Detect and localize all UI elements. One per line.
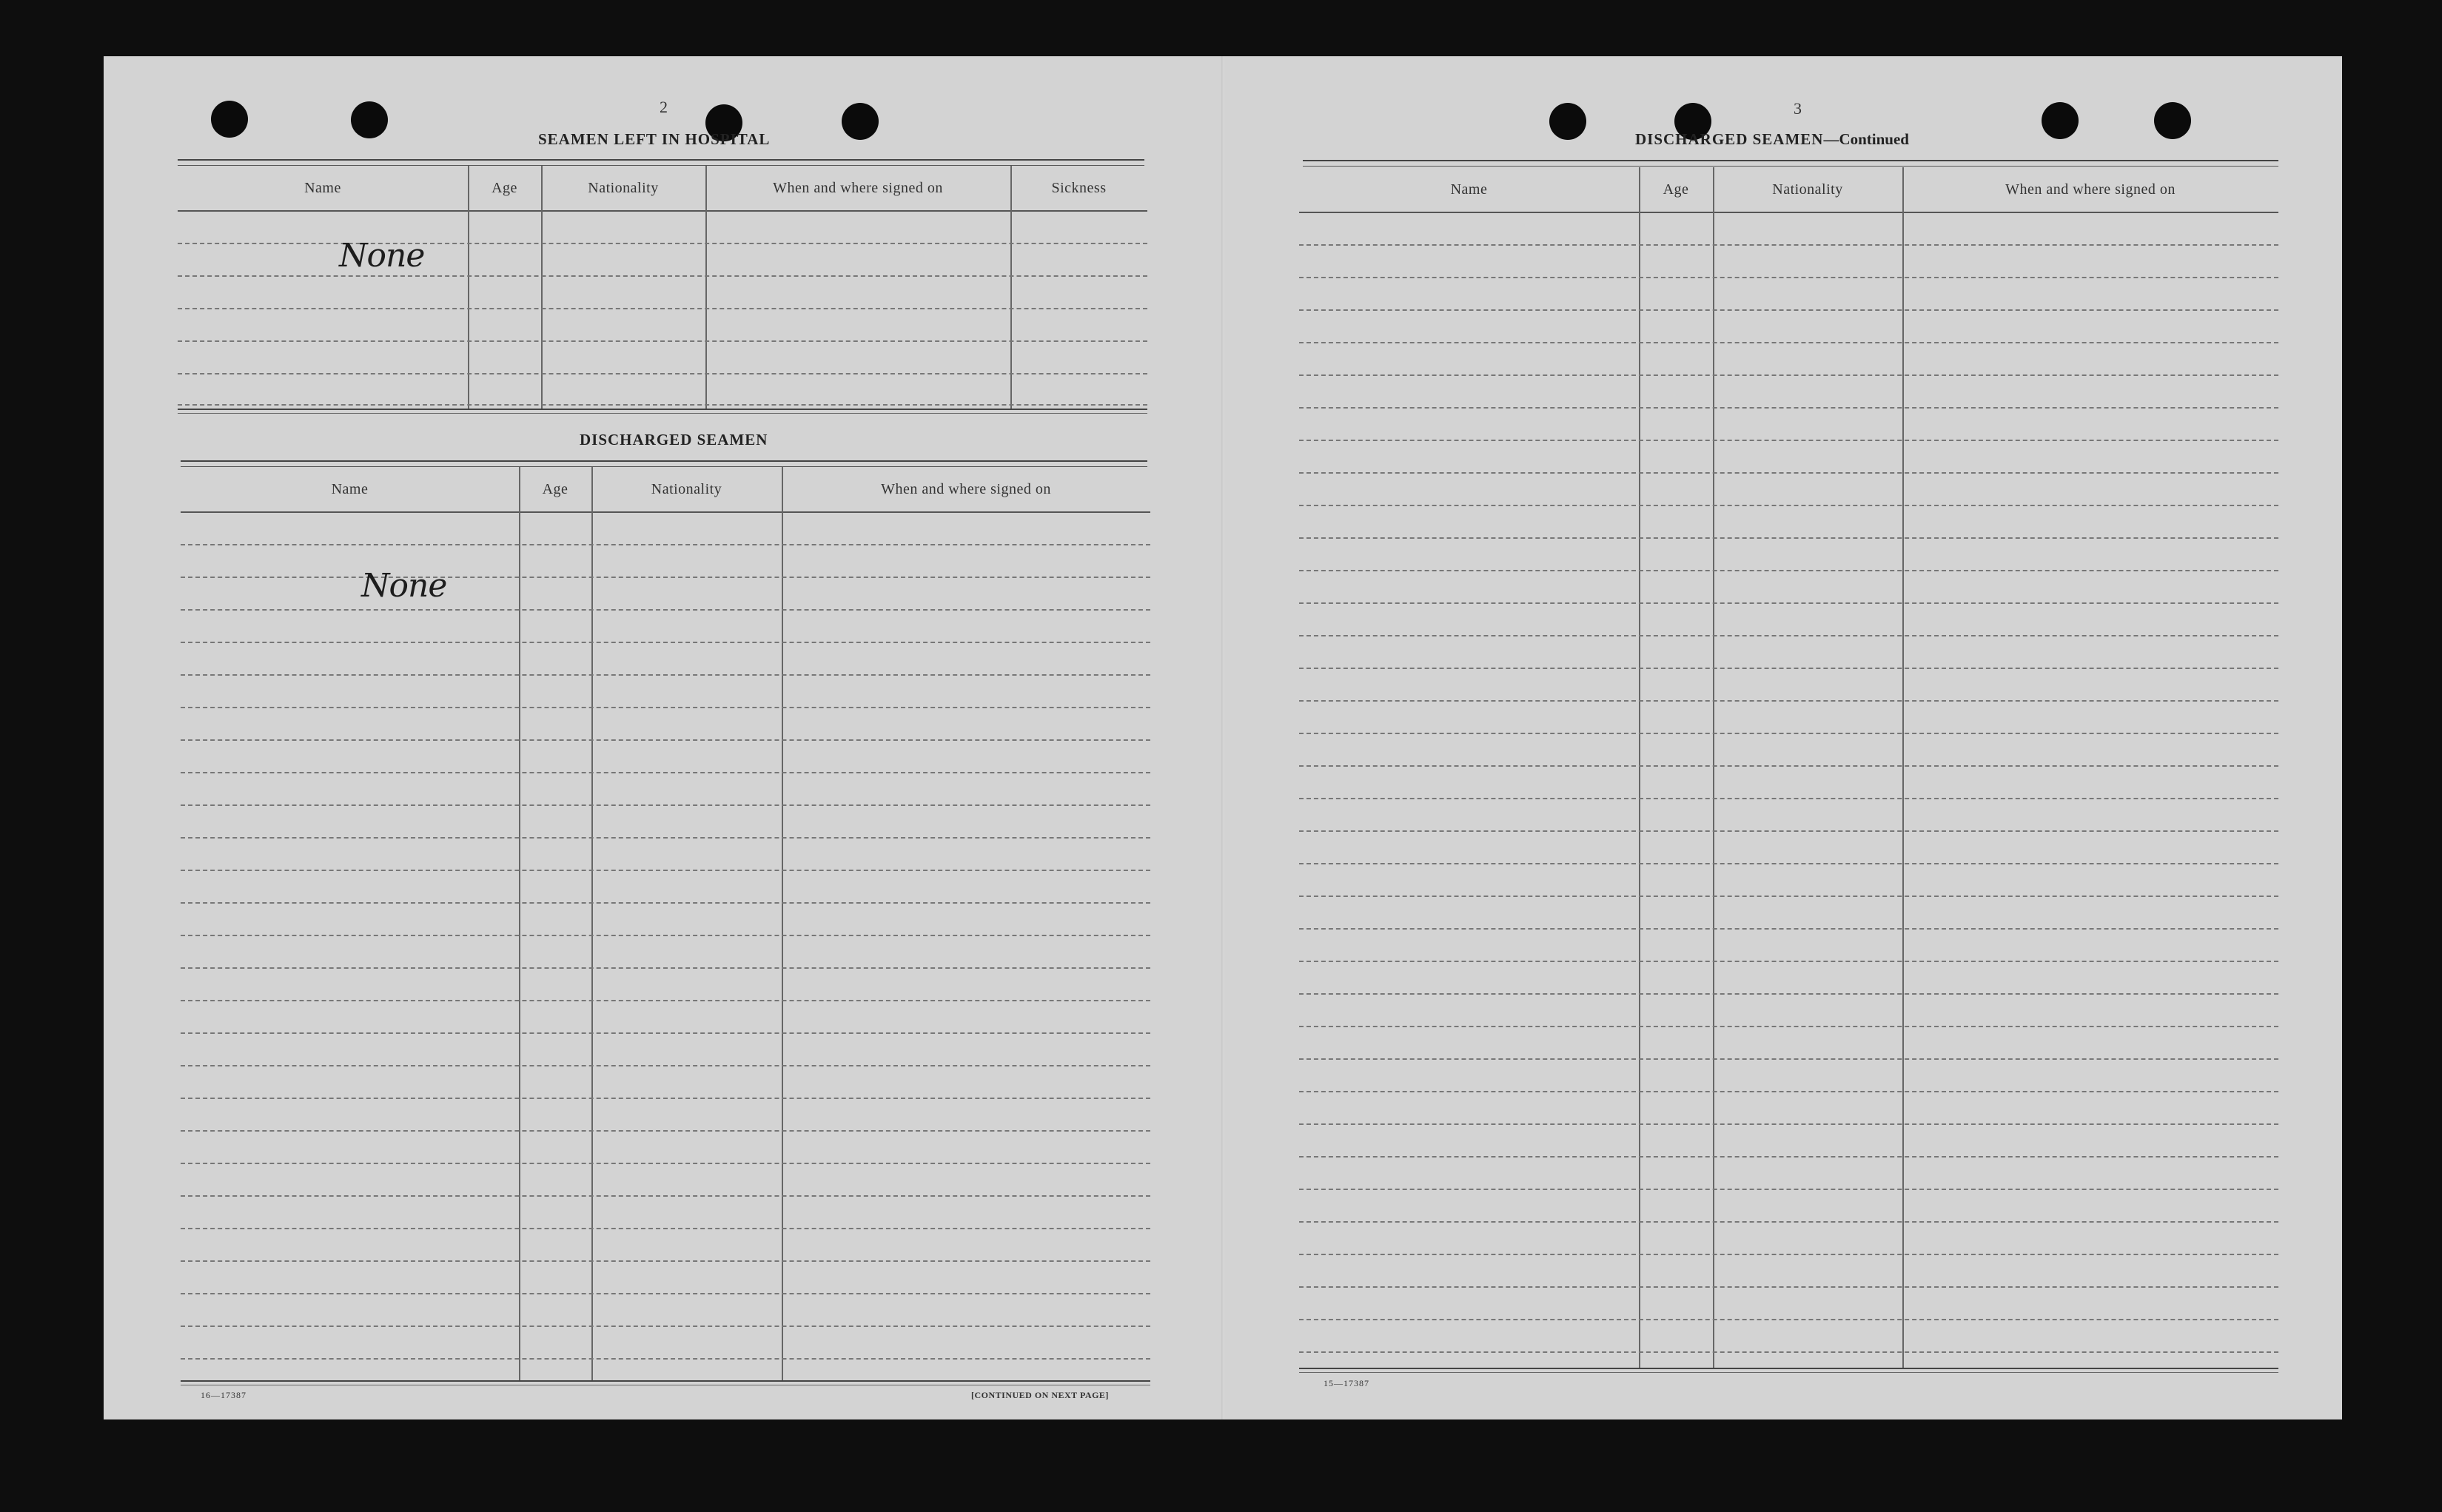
table-row — [181, 1260, 1150, 1262]
table-row — [1299, 407, 2278, 409]
col-divider — [519, 467, 520, 1382]
table-row — [181, 935, 1150, 936]
table-row — [181, 1325, 1150, 1327]
table-row — [1299, 830, 2278, 832]
table-row — [1299, 1026, 2278, 1027]
table-row — [181, 1130, 1150, 1132]
table-row — [178, 308, 1147, 309]
table-row — [1299, 602, 2278, 604]
table-row — [181, 1228, 1150, 1229]
table-row — [181, 642, 1150, 643]
col-divider — [591, 467, 593, 1382]
table-row — [1299, 374, 2278, 376]
hospital-title-rule — [178, 159, 1144, 166]
table-row — [181, 1163, 1150, 1164]
table-row — [1299, 1319, 2278, 1320]
col-header-nationality: Nationality — [651, 480, 722, 497]
table-row — [181, 609, 1150, 611]
table-row — [181, 804, 1150, 806]
form-number-right: 15—17387 — [1324, 1378, 1369, 1388]
table-row — [1299, 1123, 2278, 1125]
table-row — [1299, 928, 2278, 930]
col-header-name: Name — [304, 179, 341, 196]
table-row — [178, 275, 1147, 277]
table-row — [1299, 570, 2278, 571]
col-header-nationality: Nationality — [588, 179, 659, 196]
table-row — [181, 1195, 1150, 1197]
handwritten-entry: None — [339, 237, 425, 275]
document-sheet — [104, 56, 2342, 1419]
table-row — [1299, 1091, 2278, 1092]
table-row — [181, 577, 1150, 578]
table-row — [1299, 733, 2278, 734]
hospital-section-title: SEAMEN LEFT IN HOSPITAL — [538, 130, 771, 148]
table-row — [181, 1293, 1150, 1294]
table-row — [181, 739, 1150, 741]
table-row — [181, 1032, 1150, 1034]
table-row — [1299, 1189, 2278, 1190]
col-header-name: Name — [1450, 181, 1488, 198]
table-row — [181, 544, 1150, 545]
discharged-title-rule — [181, 460, 1147, 467]
discharged-bottom-rule — [181, 1380, 1150, 1385]
table-row — [1299, 537, 2278, 539]
page-fold — [1221, 56, 1224, 1419]
table-row — [1299, 863, 2278, 864]
discharged-continued-title-suffix: —Continued — [1823, 130, 1909, 148]
col-header-nationality: Nationality — [1772, 181, 1843, 198]
punch-hole — [842, 103, 879, 140]
discharged-table — [181, 467, 1150, 1382]
table-row — [178, 404, 1147, 406]
table-row — [1299, 1221, 2278, 1223]
table-row — [1299, 993, 2278, 995]
table-row — [1299, 440, 2278, 441]
continued-note: [CONTINUED ON NEXT PAGE] — [971, 1390, 1109, 1400]
punch-hole — [211, 101, 248, 138]
discharged-continued-table — [1299, 167, 2278, 1369]
table-row — [178, 340, 1147, 342]
punch-hole — [2154, 102, 2191, 139]
table-row — [181, 870, 1150, 871]
table-row — [181, 1358, 1150, 1360]
table-row — [178, 243, 1147, 244]
table-row — [1299, 277, 2278, 278]
table-row — [1299, 765, 2278, 767]
punch-hole — [1549, 103, 1586, 140]
table-row — [181, 902, 1150, 904]
col-header-age: Age — [1663, 181, 1689, 198]
col-header-age: Age — [542, 480, 568, 497]
handwritten-entry: None — [361, 567, 447, 605]
table-row — [1299, 244, 2278, 246]
table-row — [181, 1065, 1150, 1066]
right-bottom-rule — [1299, 1368, 2278, 1373]
table-row — [181, 967, 1150, 969]
table-row — [1299, 635, 2278, 636]
table-row — [178, 373, 1147, 374]
col-header-signed-on: When and where signed on — [881, 480, 1051, 497]
table-row — [181, 674, 1150, 676]
table-row — [1299, 1156, 2278, 1157]
form-number-left: 16—17387 — [201, 1390, 246, 1400]
discharged-continued-title-main: DISCHARGED SEAMEN — [1635, 130, 1824, 148]
discharged-continued-table-header — [1299, 167, 2278, 213]
table-row — [1299, 505, 2278, 506]
table-row — [1299, 1351, 2278, 1353]
hospital-table-header — [178, 166, 1147, 212]
hospital-bottom-rule — [178, 409, 1147, 414]
table-row — [1299, 798, 2278, 799]
table-row — [1299, 1058, 2278, 1060]
table-row — [1299, 700, 2278, 702]
table-row — [1299, 1286, 2278, 1288]
table-row — [181, 1000, 1150, 1001]
hospital-table — [178, 166, 1147, 410]
discharged-continued-title — [1635, 130, 1909, 149]
table-row — [1299, 1254, 2278, 1255]
col-header-signed-on: When and where signed on — [2005, 181, 2176, 198]
discharged-section-title: DISCHARGED SEAMEN — [580, 431, 768, 448]
table-row — [181, 837, 1150, 839]
page-number-left: 2 — [660, 98, 668, 116]
page-number-right: 3 — [1794, 99, 1802, 118]
col-header-sickness: Sickness — [1051, 179, 1107, 196]
col-divider — [782, 467, 783, 1382]
table-row — [1299, 342, 2278, 343]
right-title-rule — [1303, 160, 2278, 167]
table-row — [1299, 309, 2278, 311]
table-row — [181, 1098, 1150, 1099]
discharged-table-header — [181, 467, 1150, 513]
table-row — [1299, 472, 2278, 474]
table-row — [1299, 961, 2278, 962]
col-header-name: Name — [331, 480, 369, 497]
table-row — [181, 707, 1150, 708]
table-row — [1299, 896, 2278, 897]
table-row — [1299, 668, 2278, 669]
col-header-signed-on: When and where signed on — [773, 179, 943, 196]
col-header-age: Age — [492, 179, 517, 196]
punch-hole — [2042, 102, 2079, 139]
punch-hole — [351, 101, 388, 138]
table-row — [181, 772, 1150, 773]
